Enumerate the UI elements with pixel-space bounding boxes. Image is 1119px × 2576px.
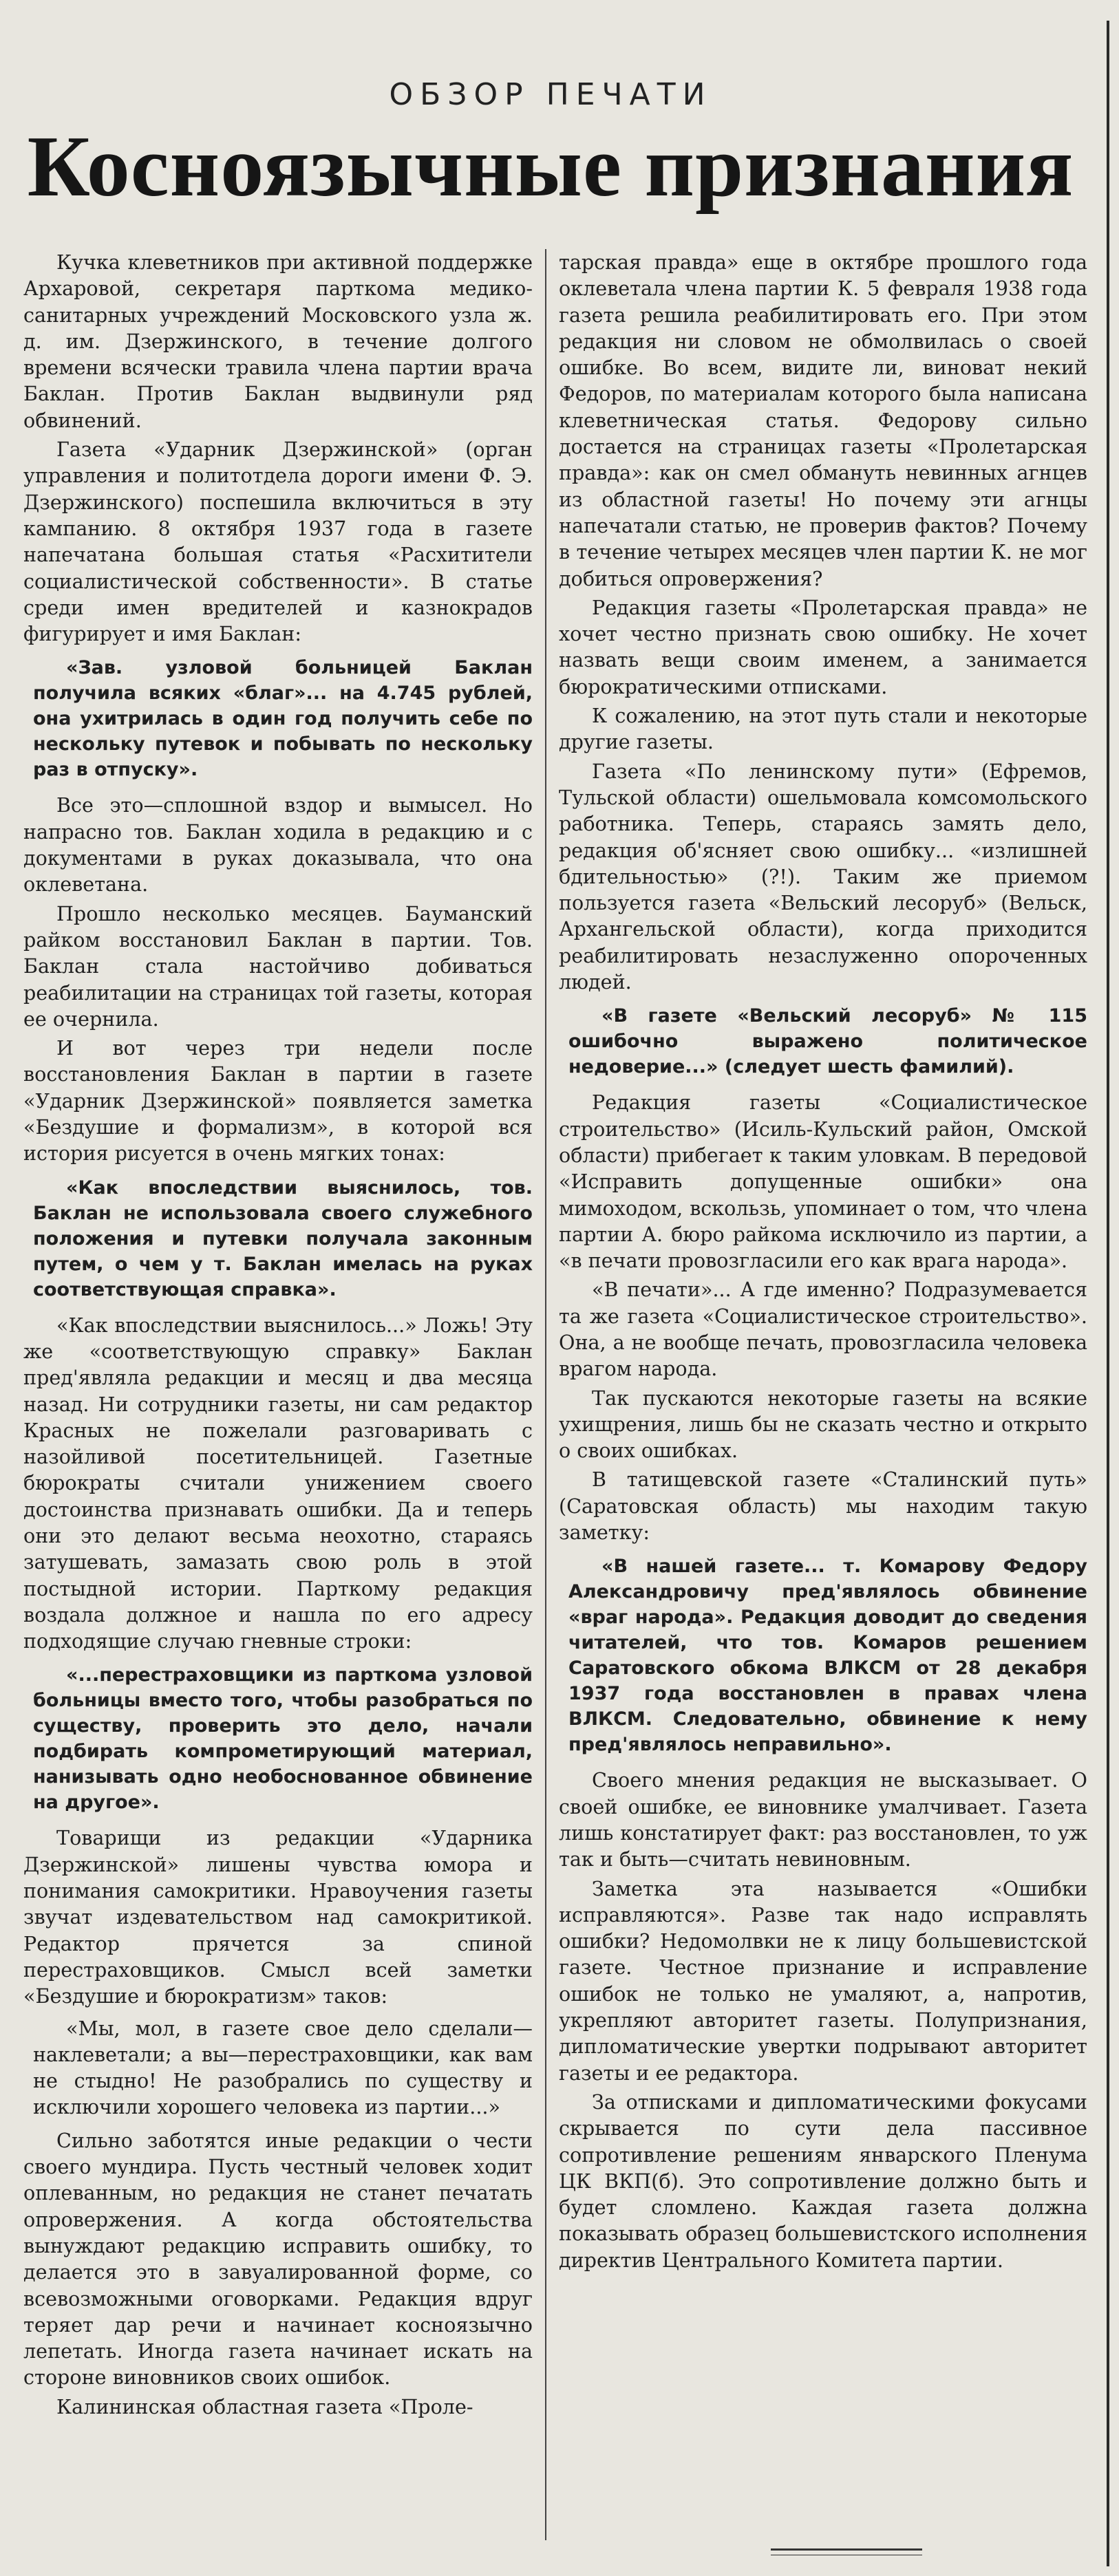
paragraph: Редакция газеты «Социалистическое строительство» (Исиль-Кульский район, Омской области) прибегает к таким уловкам. В передовой «Исправить допущенные ошибки» она мимоходом, вскользь, упоминает о том, что члена партии А. бюро райкома исключило из партии, а «в печати провозгласили его как врага народа».: [559, 1091, 1087, 1273]
paragraph: Заметка эта называется «Ошибки исправляются». Разве так надо исправлять ошибки? Недомолвки не к лицу большевистской газете. Честное признание и исправление ошибок не только не умаляют, а, напротив, укрепляют авторитет газеты. Полупризнания, дипломатические увертки подрывают авторитет газеты и ее редактора.: [559, 1876, 1087, 2085]
paragraph: В татищевской газете «Сталинский путь» (Саратовская область) мы находим такую заметку:: [559, 1468, 1087, 1545]
paragraph: За отписками и дипломатическими фокусами скрывается по сути дела пассивное сопротивление решениям январского Пленума ЦК ВКП(б). Это сопротивление должно быть и будет сломлено. Каждая газета должна показывать образец большевистского исполнения директив Центрального Комитета партии.: [559, 2090, 1087, 2272]
quoted-passage: «Как впоследствии выяснилось, тов. Баклан не использовала своего служебного положения и путевки получала законным путем, о чем у т. Баклан имелась на руках соответствующая справка».: [33, 1177, 533, 1300]
article-column-left: [23, 249, 533, 2423]
paragraph: Газета «По ленинскому пути» (Ефремов, Тульской области) ошельмовала комсомольского работника. Теперь, стараясь замять дело, редакция об'ясняет свою ошибку... «излишней бдительностью» (?!). Таким же приемом пользуется газета «Вельский лесоруб» (Вельск, Архангельской области), когда приходится реабилитировать незаслуженно опороченных людей.: [559, 759, 1087, 994]
quoted-passage: «...перестраховщики из парткома узловой больницы вместо того, чтобы разобраться по существу, проверить это дело, начали подбирать компрометирующий материал, нанизывать одно необоснованное обвинение на другое».: [33, 1664, 533, 1814]
quoted-passage: «Зав. узловой больницей Баклан получила всяких «благ»... на 4.745 рублей, она ухитрилась в один год получить себе по нескольку путевок и побывать по нескольку раз в отпуску».: [33, 657, 533, 781]
paragraph: Все это—сплошной вздор и вымысел. Но напрасно тов. Баклан ходила в редакцию и с документами в руках доказывала, что она оклеветана.: [23, 793, 533, 897]
paragraph: «В печати»... А где именно? Подразумевается та же газета «Социалистическое строительство». Она, а не вообще печать, провозгласила человека врагом народа.: [559, 1278, 1087, 1381]
article-column-right: [559, 249, 1087, 2276]
article-headline: Косноязычные признания: [27, 119, 1074, 215]
paragraph: И вот через три недели после восстановления Баклан в партии в газете «Ударник Дзержинской» появляется заметка «Бездушие и формализм», в которой вся история рисуется в очень мягких тонах:: [23, 1036, 533, 1166]
column-divider: [545, 249, 546, 2540]
paragraph: Редакция газеты «Пролетарская правда» не хочет честно признать свою ошибку. Не хочет назвать вещи своим именем, а занимается бюрократическими отписками.: [559, 595, 1087, 698]
paragraph: Так пускаются некоторые газеты на всякие ухищрения, лишь бы не сказать честно и открыто о своих ошибках.: [559, 1386, 1087, 1463]
paragraph: Калининская областная газета «Проле-: [56, 2394, 473, 2418]
paragraph: К сожалению, на этот путь стали и некоторые другие газеты.: [559, 704, 1087, 754]
article-end-rule: [771, 2548, 922, 2555]
quoted-passage: «В нашей газете... т. Комарову Федору Александровичу пред'являлось обвинение «враг народа». Редакция доводит до сведения читателей, что тов. Комаров решением Саратовского обкома ВЛКСМ от 28 декабря 1937 года восстановлен в правах члена ВЛКСМ. Следовательно, обвинение к нему пред'являлось неправильно».: [568, 1556, 1087, 1756]
paragraph: Прошло несколько месяцев. Бауманский райком восстановил Баклан в партии. Тов. Баклан стала настойчиво добиваться реабилитации на страницах той газеты, которая ее очернила.: [23, 901, 533, 1031]
section-kicker: ОБЗОР ПЕЧАТИ: [389, 77, 712, 112]
paragraph: Своего мнения редакция не высказывает. О своей ошибке, ее виновнике умалчивает. Газета лишь констатирует факт: раз восстановлен, то уж так и быть—считать невиновным.: [559, 1768, 1087, 1871]
paragraph: «Как впоследствии выяснилось...» Ложь! Эту же «соответствующую справку» Баклан пред'являла редакции и месяц и два месяца назад. Ни сотрудники газеты, ни сам редактор Красных не пожелали разговаривать с назойливой посетительницей. Газетные бюрократы считали унижением своего достоинства признавать ошибки. Да и теперь они это делают весьма неохотно, стараясь затушевать, замазать свою роль в этой постыдной истории. Парткому редакция воздала должное и нашла по его адресу подходящие случаю гневные строки:: [23, 1313, 533, 1653]
paragraph: Газета «Ударник Дзержинской» (орган управления и политотдела дороги имени Ф. Э. Дзержинского) поспешила включиться в эту кампанию. 8 октября 1937 года в газете напечатана большая статья «Расхитители социалистической собственности». В статье среди имен вредителей и казнокрадов фигурирует и имя Баклан:: [23, 438, 533, 646]
paragraph: Кучка клеветников при активной поддержке Архаровой, секретаря парткома медико-санитарных учреждений Московского узла ж. д. им. Дзержинского, в течение долгого времени всячески травила члена партии врача Баклан. Против Баклан выдвинули ряд обвинений.: [23, 250, 533, 432]
quoted-passage: «Мы, мол, в газете свое дело сделали—наклеветали; а вы—перестраховщики, как вам не стыдно! Не разобрались по существу и исключили хорошего человека из партии...»: [33, 2016, 533, 2119]
quoted-passage: «В газете «Вельский лесоруб» № 115 ошибочно выражено политическое недоверие...» (следует шесть фамилий).: [568, 1005, 1087, 1078]
paragraph: Сильно заботятся иные редакции о чести своего мундира. Пусть честный человек ходит оплеванным, но редакция не станет печатать опровержения. А когда обстоятельства вынуждают редакцию исправить ошибку, то делается это в завуалированной форме, со всевозможными оговорками. Редакция вдруг теряет дар речи и начинает косноязычно лепетать. Иногда газета начинает искать на стороне виновников своих ошибок.: [23, 2128, 533, 2390]
paragraph: тарская правда» еще в октябре прошлого года оклеветала члена партии К. 5 февраля 1938 года газета решила реабилитировать его. При этом редакция ни словом не обмолвилась о своей ошибке. Во всем, видите ли, виноват некий Федоров, по материалам которого была написана клеветническая статья. Федорову сильно достается на страницах газеты «Пролетарская правда»: как он смел обмануть невинных агнцев из областной газеты! Но почему эти агнцы напечатали статью, не проверив фактов? Почему в течение четырех месяцев член партии К. не мог добиться опровержения?: [559, 250, 1087, 590]
paragraph: Товарищи из редакции «Ударника Дзержинской» лишены чувства юмора и понимания самокритики. Нравоучения газеты звучат издевательством над самокритикой. Редактор прячется за спиной перестраховщиков. Смысл всей заметки «Бездушие и бюрократизм» таков:: [23, 1826, 533, 2008]
right-border-rule: [1107, 21, 1109, 2566]
